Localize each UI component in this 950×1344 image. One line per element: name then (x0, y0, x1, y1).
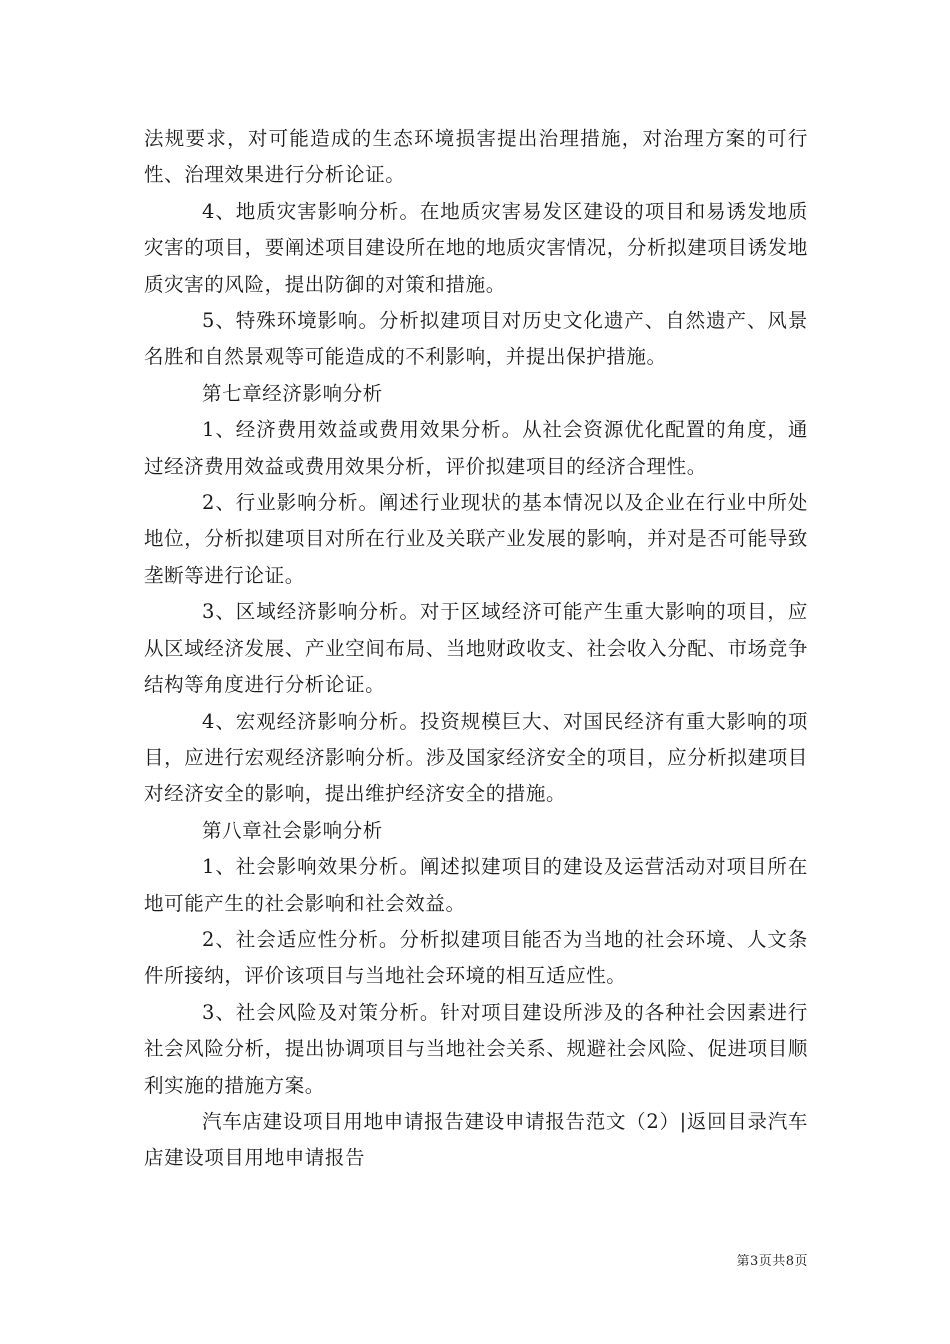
paragraph-social-adaptability: 2、社会适应性分析。分析拟建项目能否为当地的社会环境、人文条件所接纳，评价该项目与当地社会环境的相互适应性。 (144, 927, 808, 988)
paragraph-social-risk: 3、社会风险及对策分析。针对项目建设所涉及的各种社会因素进行社会风险分析，提出协调项目与当地社会关系、规避社会风险、促进项目顺利实施的措施方案。 (144, 1000, 808, 1097)
paragraph-macro-economy: 4、宏观经济影响分析。投资规模巨大、对国民经济有重大影响的项目，应进行宏观经济影响分析。涉及国家经济安全的项目，应分析拟建项目对经济安全的影响，提出维护经济安全的措施。 (144, 709, 808, 806)
paragraph-continuation: 法规要求，对可能造成的生态环境损害提出治理措施，对治理方案的可行性、治理效果进行分析论证。 (144, 127, 808, 187)
chapter-heading-seven: 第七章经济影响分析 (202, 381, 383, 405)
paragraph-economic-cost-benefit: 1、经济费用效益或费用效果分析。从社会资源优化配置的角度，通过经济费用效益或费用效果分析，评价拟建项目的经济合理性。 (144, 418, 808, 478)
page-number-footer: 第3页共8页 (736, 1254, 808, 1269)
paragraph-regional-economy: 3、区域经济影响分析。对于区域经济可能产生重大影响的项目，应从区域经济发展、产业空间布局、当地财政收支、社会收入分配、市场竞争结构等角度进行分析论证。 (144, 600, 808, 697)
document-body (144, 121, 808, 1177)
chapter-heading-eight: 第八章社会影响分析 (202, 818, 383, 842)
paragraph-geological-hazard: 4、地质灾害影响分析。在地质灾害易发区建设的项目和易诱发地质灾害的项目，要阐述项目建设所在地的地质灾害情况，分析拟建项目诱发地质灾害的风险，提出防御的对策和措施。 (144, 199, 808, 296)
paragraph-social-effect: 1、社会影响效果分析。阐述拟建项目的建设及运营活动对项目所在地可能产生的社会影响和社会效益。 (144, 855, 808, 915)
paragraph-special-environment: 5、特殊环境影响。分析拟建项目对历史文化遗产、自然遗产、风景名胜和自然景观等可能造成的不利影响，并提出保护措施。 (144, 309, 808, 369)
paragraph-industry-impact: 2、行业影响分析。阐述行业现状的基本情况以及企业在行业中所处地位，分析拟建项目对所在行业及关联产业发展的影响，并对是否可能导致垄断等进行论证。 (144, 491, 808, 587)
paragraph-return-toc: 汽车店建设项目用地申请报告建设申请报告范文（2）|返回目录汽车店建设项目用地申请报告 (144, 1109, 808, 1170)
